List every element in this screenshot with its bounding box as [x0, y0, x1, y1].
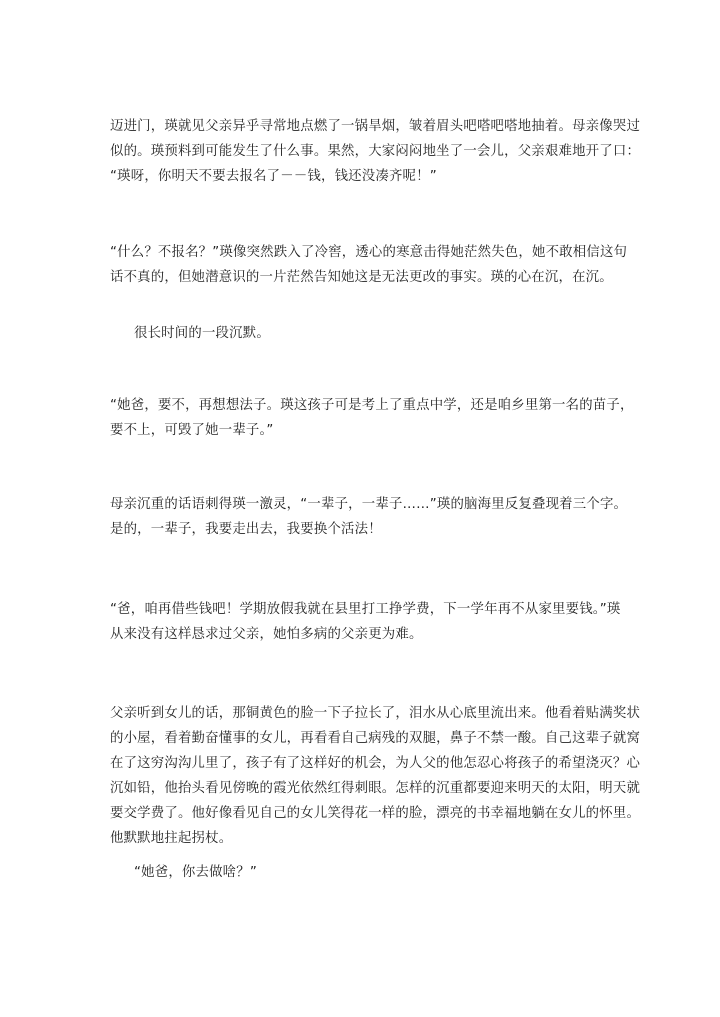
paragraph-ying-plea	[110, 597, 630, 647]
text-line: 话不真的，但她潜意识的一片茫然告知她这是无法更改的事实。瑛的心在沉，在沉。	[110, 270, 613, 285]
paragraph-father-decision	[110, 701, 641, 851]
text-line: 要不上，可毁了她一辈子。”	[110, 423, 274, 438]
text-line: “她爸，要不，再想想法子。瑛这孩子可是考上了重点中学，还是咱乡里第一名的苗子，	[110, 398, 634, 413]
text-line: 很长时间的一段沉默。	[134, 326, 270, 341]
paragraph-final-question	[134, 860, 654, 885]
paragraph-father-smoking	[110, 114, 641, 189]
text-line: “什么？不报名？”瑛像突然跌入了冷窖，透心的寒意击得她茫然失色，她不敢相信这句	[110, 245, 628, 260]
text-line: 父亲听到女儿的话，那铜黄色的脸一下子拉长了，泪水从心底里流出来。他看着贴满奖状	[110, 706, 641, 721]
paragraph-mother-plea	[110, 393, 634, 443]
text-line: “爸，咱再借些钱吧！学期放假我就在县里打工挣学费，下一学年再不从家里要钱。”瑛	[110, 602, 621, 617]
text-line: 似的。瑛预料到可能发生了什么事。果然，大家闷闷地坐了一会儿，父亲艰难地开了口：	[110, 144, 641, 159]
text-line: 沉如铅，他抬头看见傍晚的霞光依然红得刺眼。怎样的沉重都要迎来明天的太阳，明天就	[110, 781, 641, 796]
text-line: 母亲沉重的话语刺得瑛一激灵，“一辈子，一辈子……”瑛的脑海里反复叠现着三个字。	[110, 497, 628, 512]
text-line: 从来没有这样恳求过父亲，她怕多病的父亲更为难。	[110, 627, 423, 642]
paragraph-silence	[134, 321, 654, 346]
text-line: “她爸，你去做啥？”	[134, 865, 257, 880]
paragraph-lifetime	[110, 492, 630, 542]
text-line: 迈进门，瑛就见父亲异乎寻常地点燃了一锅旱烟，皱着眉头吧嗒吧嗒地抽着。母亲像哭过	[110, 119, 641, 134]
text-line: 的小屋，看着勤奋懂事的女儿，再看看自己病残的双腿，鼻子不禁一酸。自己这辈子就窝	[110, 731, 641, 746]
text-line: 他默默地拄起拐杖。	[110, 831, 233, 846]
text-line: 是的，一辈子，我要走出去，我要换个活法！	[110, 522, 382, 537]
text-line: “瑛呀，你明天不要去报名了－－钱，钱还没凑齐呢！”	[110, 169, 437, 184]
text-line: 要交学费了。他好像看见自己的女儿笑得花一样的脸，漂亮的书幸福地躺在女儿的怀里。	[110, 806, 641, 821]
paragraph-shock	[110, 240, 630, 290]
text-line: 在了这穷沟沟儿里了，孩子有了这样好的机会，为人父的他怎忍心将孩子的希望浇灭？心	[110, 756, 641, 771]
